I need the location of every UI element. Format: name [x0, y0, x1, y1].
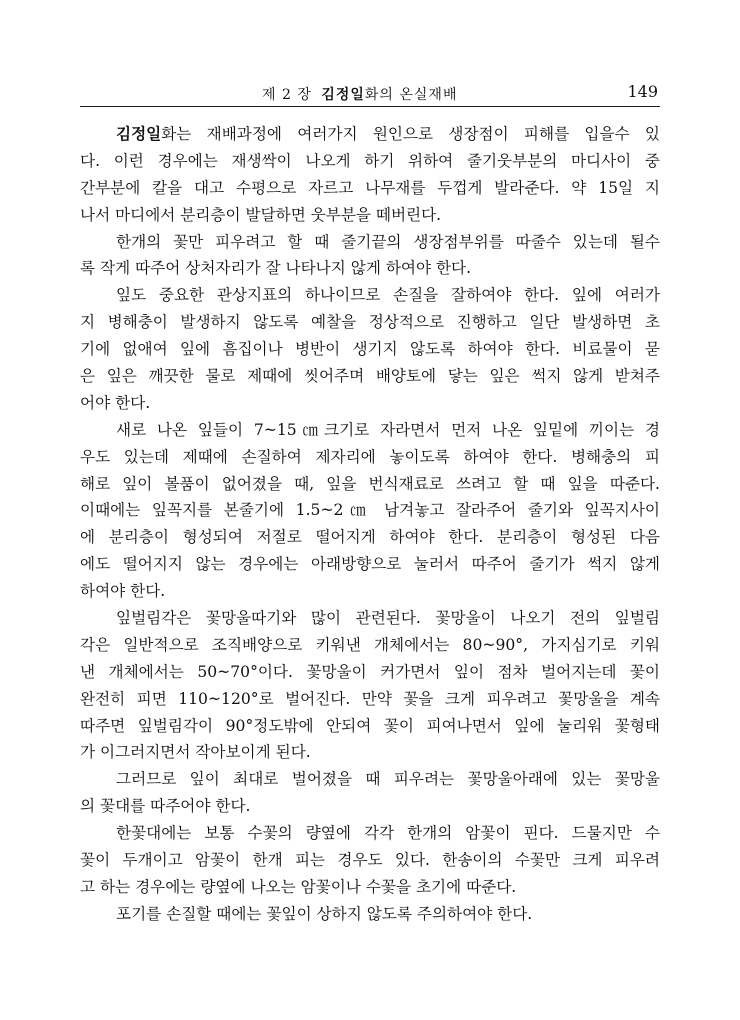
text-line: 따주면 잎벌림각이 90°정도밖에 안되여 꽃이 피여나면서 잎에 눌리워 꽃형태: [80, 716, 660, 735]
text-line: 이때에는 잎꼭지를 본줄기에 1.5~2㎝ 남겨놓고 잘라주어 줄기와 잎꼭지사이: [80, 501, 660, 520]
text-line: 잎도 중요한 관상지표의 하나이므로 손질을 잘하여야 한다. 잎에 여러가: [116, 286, 660, 305]
paragraph-1: [80, 121, 660, 229]
paragraph-8: [80, 901, 660, 928]
text-line: 그러므로 잎이 최대로 벌어졌을 때 피우려는 꽃망울아래에 있는 꽃망울: [116, 770, 660, 789]
text-line: 고 하는 경우에는 량옆에 나오는 암꽃이나 수꽃을 초기에 따준다.: [80, 877, 517, 896]
text-line: 의 꽃대를 따주어야 한다.: [80, 797, 251, 816]
text-line: 에 분리층이 형성되여 저절로 떨어지게 하여야 한다. 분리층이 형성된 다음: [80, 528, 660, 547]
text-line: 새로 나온 잎들이 7~15㎝크기로 자라면서 먼저 나온 잎밑에 끼이는 경: [116, 420, 660, 439]
text-line: 하여야 한다.: [80, 582, 166, 601]
text-line: 지 병해충이 발생하지 않도록 예찰을 정상적으로 진행하고 일단 발생하면 초: [80, 313, 660, 332]
text-line: 김정일화는 재배과정에 여러가지 원인으로 생장점이 피해를 입을수 있: [116, 125, 660, 143]
text-line: 나서 마디에서 분리층이 발달하면 웃부분을 떼버린다.: [80, 205, 442, 224]
paragraph-4: [80, 417, 660, 605]
text-line: 우도 있는데 제때에 손질하여 제자리에 놓이도록 하여야 한다. 병해충의 피: [80, 447, 660, 466]
text-line: 한꽃대에는 보통 수꽃의 량옆에 각각 한개의 암꽃이 핀다. 드물지만 수: [116, 824, 660, 843]
text-line: 기에 없애여 잎에 흠집이나 병반이 생기지 않도록 하여야 한다. 비료물이 묻: [80, 340, 660, 359]
text-line: 간부분에 칼을 대고 수평으로 자르고 나무재를 두껍게 발라준다. 약 15일 지: [80, 178, 660, 197]
flower-name-bold: 김정일: [116, 125, 162, 143]
text-line: 록 작게 따주어 상처자리가 잘 나타나지 않게 하여야 한다.: [80, 259, 472, 278]
chapter-subject-rest: 화의 온실재배: [364, 87, 458, 103]
paragraph-5: [80, 605, 660, 766]
text-line: 가 이그러지면서 작아보이게 된다.: [80, 743, 311, 762]
paragraph-2: [80, 229, 660, 283]
chapter-subject-bold: 김정일: [321, 87, 365, 103]
chapter-title: [262, 84, 458, 104]
paragraph-6: [80, 766, 660, 820]
text-line: 해로 잎이 볼품이 없어졌을 때, 잎을 번식재료로 쓰려고 할 때 잎을 따준다.: [80, 474, 660, 493]
text-line: 어야 한다.: [80, 393, 151, 412]
header-rule: [80, 106, 660, 107]
text-line: 포기를 손질할 때에는 꽃잎이 상하지 않도록 주의하여야 한다.: [116, 904, 533, 923]
text-line: 각은 일반적으로 조직배양으로 키워낸 개체에서는 80~90°, 가지심기로 키워: [80, 635, 660, 654]
text-line: 잎벌림각은 꽃망울따기와 많이 관련된다. 꽃망울이 나오기 전의 잎벌림: [116, 609, 660, 628]
text-line: 낸 개체에서는 50~70°이다. 꽃망울이 커가면서 잎이 점차 벌어지는데 꽃이: [80, 662, 660, 681]
paragraph-3: [80, 282, 660, 416]
body-text: [80, 121, 660, 928]
text-line: 다. 이런 경우에는 재생싹이 나오게 하기 위하여 줄기웃부분의 마디사이 중: [80, 151, 660, 170]
text-line: 완전히 피면 110~120°로 벌어진다. 만약 꽃을 크게 피우려고 꽃망울을 계속: [80, 689, 660, 708]
text-line: 에도 떨어지지 않는 경우에는 아래방향으로 눌러서 따주어 줄기가 썩지 않게: [80, 555, 660, 574]
paragraph-7: [80, 820, 660, 901]
text-line: 꽃이 두개이고 암꽃이 한개 피는 경우도 있다. 한송이의 수꽃만 크게 피우려: [80, 851, 660, 870]
page-number: 149: [627, 82, 658, 101]
running-header: [80, 82, 660, 104]
chapter-number: 제 2 장: [262, 87, 312, 103]
text-line: 은 잎은 깨끗한 물로 제때에 씻어주며 배양토에 닿는 잎은 썩지 않게 받쳐주: [80, 367, 660, 386]
text-line: 한개의 꽃만 피우려고 할 때 줄기끝의 생장점부위를 따줄수 있는데 될수: [116, 232, 660, 251]
